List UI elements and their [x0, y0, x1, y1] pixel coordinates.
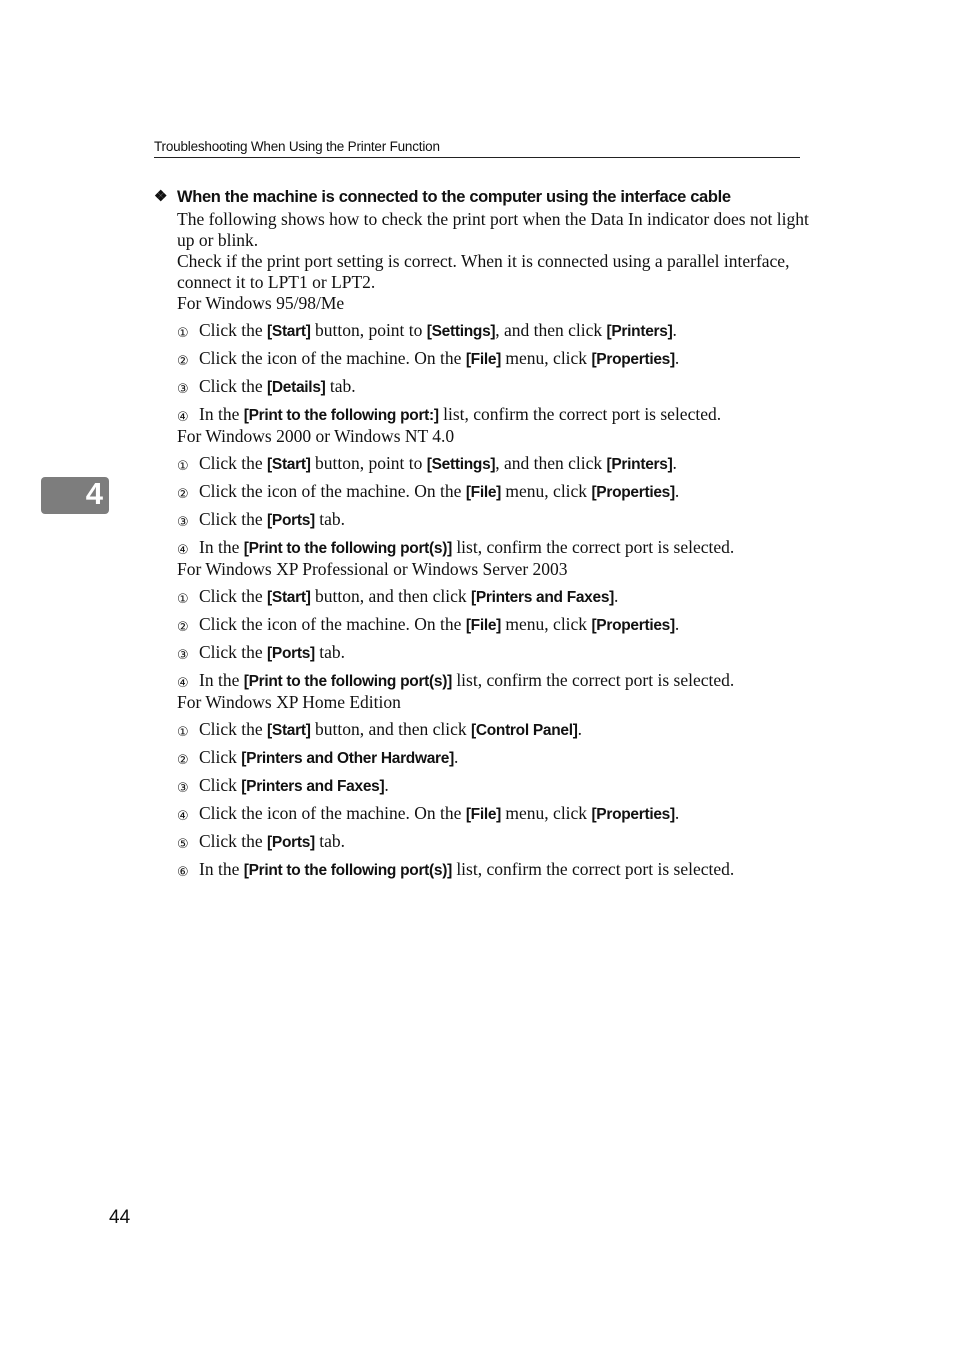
- procedure-step: [177, 775, 814, 797]
- ui-element-reference: [Start]: [267, 722, 311, 739]
- ui-element-reference: [Control Panel]: [470, 722, 578, 739]
- ui-element-reference: [Settings]: [426, 456, 496, 473]
- procedure-step: [177, 320, 814, 342]
- step-text: , and then click: [495, 320, 607, 340]
- page-number: 44: [109, 1207, 131, 1228]
- step-number: ⑤: [177, 837, 189, 852]
- ui-element-reference: [Start]: [267, 456, 311, 473]
- procedure-step: [177, 481, 814, 503]
- step-text: .: [674, 481, 680, 501]
- step-text: list, confirm the correct port is selected.: [451, 670, 735, 690]
- procedure-step: [177, 719, 814, 741]
- section-heading: [154, 185, 814, 209]
- step-text: .: [614, 586, 619, 606]
- step-number: ①: [177, 725, 189, 740]
- ui-element-reference: [Details]: [267, 379, 326, 396]
- port-check-paragraph: Check if the print port setting is correct. When it is connected using a parallel interface, connect it to LPT1 or LPT2.: [177, 251, 790, 292]
- ui-element-reference: [File]: [465, 617, 502, 634]
- step-number: ①: [177, 326, 189, 341]
- step-text: tab.: [314, 509, 346, 529]
- ui-element-reference: [Settings]: [426, 323, 496, 340]
- step-number: ⑥: [177, 865, 189, 880]
- ui-element-reference: [Start]: [267, 323, 311, 340]
- procedure-step: [177, 537, 814, 559]
- step-text: Click the: [199, 320, 268, 340]
- step-number: ①: [177, 592, 189, 607]
- ui-element-reference: [Properties]: [591, 484, 675, 501]
- step-text: Click the: [199, 586, 268, 606]
- running-header: Troubleshooting When Using the Printer Function: [154, 139, 800, 158]
- step-text: Click the: [199, 719, 268, 739]
- step-number: ④: [177, 809, 189, 824]
- ui-element-reference: [Ports]: [267, 834, 315, 851]
- step-text: In the: [199, 670, 244, 690]
- procedure-step: [177, 376, 814, 398]
- step-text: .: [384, 775, 389, 795]
- ui-element-reference: [Properties]: [591, 806, 675, 823]
- ui-element-reference: [Print to the following port(s)]: [243, 862, 452, 879]
- ui-element-reference: [Properties]: [591, 351, 675, 368]
- procedure-step: [177, 803, 814, 825]
- step-text: menu, click: [501, 614, 592, 634]
- ui-element-reference: [Print to the following port(s)]: [243, 673, 452, 690]
- os-heading: For Windows XP Professional or Windows Server 2003: [177, 559, 568, 579]
- step-text: Click the: [199, 453, 268, 473]
- ui-element-reference: [File]: [465, 351, 502, 368]
- step-number: ③: [177, 781, 189, 796]
- ui-element-reference: [File]: [465, 484, 502, 501]
- step-text: Click: [199, 775, 242, 795]
- procedure-step: [177, 614, 814, 636]
- step-number: ②: [177, 487, 189, 502]
- ui-element-reference: [File]: [465, 806, 502, 823]
- step-number: ③: [177, 382, 189, 397]
- step-text: tab.: [314, 642, 346, 662]
- procedure-step: [177, 831, 814, 853]
- step-text: .: [672, 453, 677, 473]
- os-heading: For Windows XP Home Edition: [177, 692, 401, 712]
- step-text: .: [453, 747, 459, 767]
- step-number: ③: [177, 515, 189, 530]
- procedure-step: [177, 348, 814, 370]
- step-text: button, point to: [310, 453, 427, 473]
- procedure-step: [177, 453, 814, 475]
- step-text: Click: [199, 747, 242, 767]
- os-procedure-groups: [154, 293, 814, 881]
- step-text: menu, click: [501, 348, 592, 368]
- procedure-step: [177, 859, 814, 881]
- ui-element-reference: [Print to the following port(s)]: [243, 540, 452, 557]
- step-text: In the: [199, 404, 244, 424]
- step-text: tab.: [314, 831, 346, 851]
- step-text: In the: [199, 537, 244, 557]
- step-text: Click the icon of the machine. On the: [199, 614, 466, 634]
- step-number: ①: [177, 459, 189, 474]
- step-text: .: [674, 614, 680, 634]
- step-text: button, and then click: [310, 719, 471, 739]
- step-text: In the: [199, 859, 244, 879]
- ui-element-reference: [Ports]: [267, 512, 315, 529]
- step-number: ③: [177, 648, 189, 663]
- step-text: Click the: [199, 831, 268, 851]
- step-text: list, confirm the correct port is selected.: [438, 404, 722, 424]
- chapter-tab: [41, 477, 109, 514]
- diamond-bullet-icon: ❖: [154, 188, 168, 205]
- step-number: ②: [177, 620, 189, 635]
- step-number: ④: [177, 543, 189, 558]
- step-text: .: [672, 320, 677, 340]
- step-text: tab.: [325, 376, 356, 396]
- step-text: Click the icon of the machine. On the: [199, 481, 466, 501]
- procedure-step: [177, 642, 814, 664]
- step-text: list, confirm the correct port is selected.: [451, 859, 735, 879]
- step-text: Click the: [199, 376, 268, 396]
- ui-element-reference: [Ports]: [267, 645, 315, 662]
- procedure-step: [177, 747, 814, 769]
- page-content: [154, 185, 814, 881]
- procedure-step: [177, 670, 814, 692]
- procedure-step: [177, 404, 814, 426]
- procedure-step: [177, 509, 814, 531]
- chapter-number: 4: [85, 476, 103, 511]
- ui-element-reference: [Printers and Faxes]: [470, 589, 615, 606]
- step-text: button, and then click: [310, 586, 471, 606]
- step-text: menu, click: [501, 803, 592, 823]
- ui-element-reference: [Printers]: [606, 323, 673, 340]
- ui-element-reference: [Printers]: [606, 456, 673, 473]
- step-text: .: [577, 719, 582, 739]
- step-number: ②: [177, 753, 189, 768]
- ui-element-reference: [Printers and Faxes]: [241, 778, 385, 795]
- step-text: Click the icon of the machine. On the: [199, 803, 466, 823]
- step-text: menu, click: [501, 481, 592, 501]
- step-text: , and then click: [495, 453, 607, 473]
- step-text: Click the: [199, 642, 268, 662]
- procedure-step: [177, 586, 814, 608]
- step-number: ②: [177, 354, 189, 369]
- step-text: .: [674, 803, 680, 823]
- step-text: Click the icon of the machine. On the: [199, 348, 466, 368]
- step-text: Click the: [199, 509, 268, 529]
- ui-element-reference: [Print to the following port:]: [243, 407, 439, 424]
- step-number: ④: [177, 676, 189, 691]
- ui-element-reference: [Properties]: [591, 617, 675, 634]
- ui-element-reference: [Printers and Other Hardware]: [241, 750, 454, 767]
- ui-element-reference: [Start]: [267, 589, 311, 606]
- os-heading: For Windows 2000 or Windows NT 4.0: [177, 426, 455, 446]
- step-text: button, point to: [310, 320, 427, 340]
- step-number: ④: [177, 410, 189, 425]
- step-text: .: [674, 348, 680, 368]
- step-text: list, confirm the correct port is selected.: [451, 537, 735, 557]
- section-title: When the machine is connected to the computer using the interface cable: [177, 188, 731, 206]
- os-heading: For Windows 95/98/Me: [177, 293, 345, 313]
- intro-paragraph: The following shows how to check the print port when the Data In indicator does not light up or blink.: [177, 209, 809, 250]
